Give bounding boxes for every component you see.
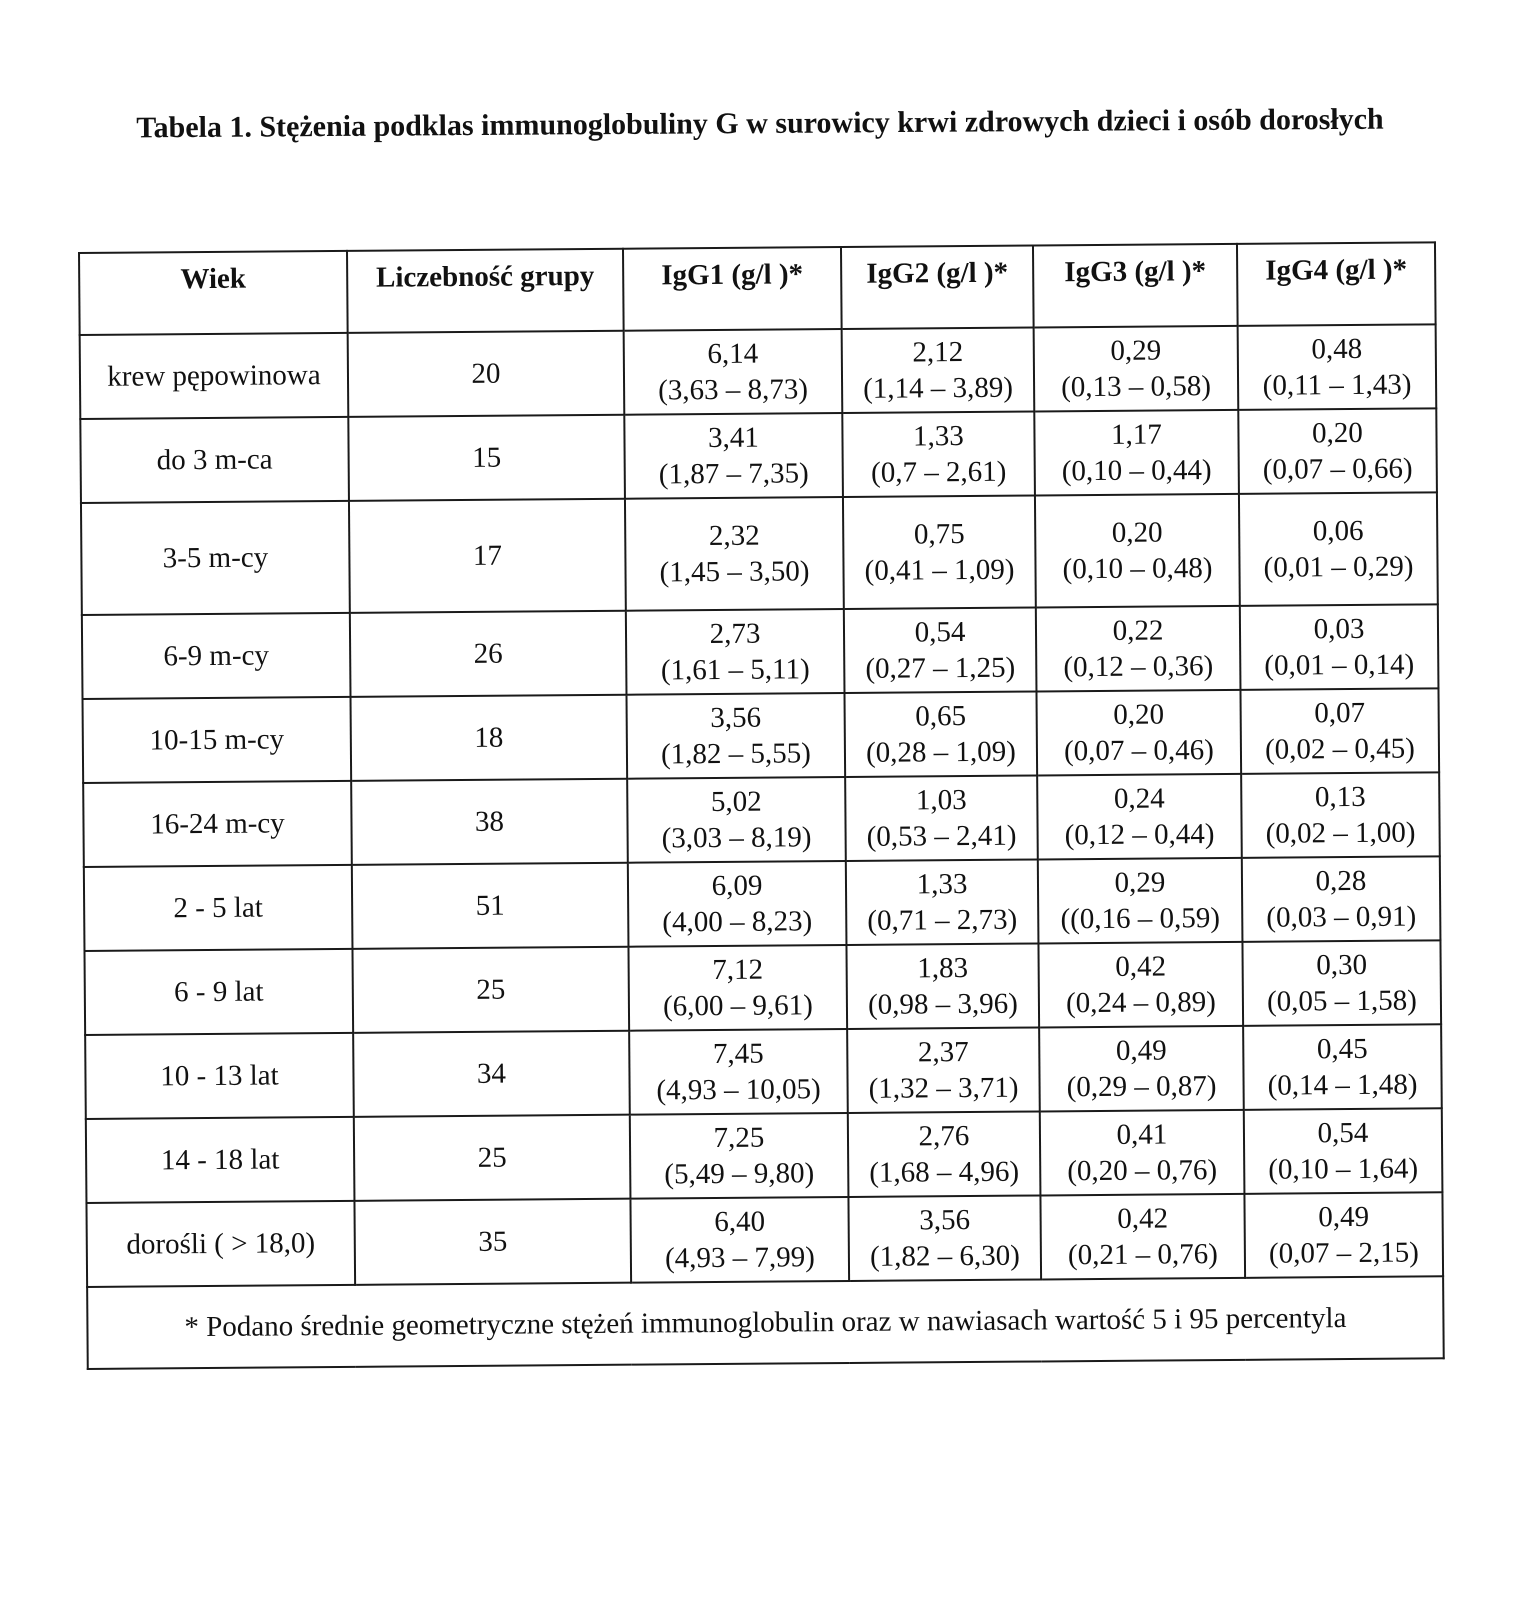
igg1-mean: 6,40	[714, 1205, 766, 1239]
igg1-range: (6,00 – 9,61)	[662, 989, 813, 1023]
igg2-mean: 1,33	[916, 868, 968, 901]
table-row	[83, 772, 1440, 867]
igg3-mean: 0,22	[1112, 614, 1164, 647]
age-cell: krew pępowinowa	[80, 333, 349, 419]
group-size-cell: 26	[350, 611, 627, 697]
igg4-mean: 0,07	[1314, 696, 1366, 730]
igg4-range: (0,14 – 1,48)	[1267, 1068, 1418, 1102]
group-size-cell: 34	[353, 1031, 630, 1117]
igg3-mean: 0,42	[1115, 950, 1167, 983]
igg4-cell	[1241, 772, 1440, 858]
igg3-range: (0,20 – 0,76)	[1067, 1154, 1218, 1188]
igg3-cell	[1040, 1110, 1245, 1196]
igg4-cell	[1240, 688, 1439, 774]
igg1-mean: 2,32	[708, 519, 760, 553]
igg-subclass-table	[78, 241, 1445, 1370]
table-row	[84, 940, 1441, 1035]
igg2-cell	[842, 327, 1035, 413]
igg1-cell	[630, 1113, 849, 1199]
igg2-cell	[848, 1111, 1041, 1197]
igg3-range: (0,24 – 0,89)	[1065, 986, 1216, 1020]
table-row	[80, 324, 1437, 419]
igg2-mean: 1,33	[912, 420, 964, 453]
group-size-cell: 51	[352, 863, 629, 949]
igg1-range: (4,93 – 7,99)	[664, 1241, 815, 1275]
igg2-mean: 2,76	[918, 1120, 970, 1153]
igg3-cell	[1038, 942, 1243, 1028]
igg1-cell	[626, 609, 845, 695]
group-size-cell: 17	[349, 499, 626, 613]
igg4-mean: 0,49	[1318, 1200, 1370, 1234]
igg4-range: (0,05 – 1,58)	[1266, 984, 1417, 1018]
igg4-mean: 0,28	[1315, 864, 1367, 898]
igg4-range: (0,11 – 1,43)	[1262, 368, 1412, 402]
igg4-cell	[1242, 856, 1441, 942]
igg1-range: (4,00 – 8,23)	[662, 905, 813, 939]
igg2-range: (1,82 – 6,30)	[869, 1239, 1020, 1273]
igg1-cell	[630, 1197, 849, 1283]
table-title: Tabela 1. Stężenia podklas immunoglobuliny G w surowicy krwi zdrowych dzieci i osób dorosłych	[136, 102, 1384, 145]
igg4-range: (0,07 – 2,15)	[1268, 1236, 1419, 1270]
igg3-mean: 0,20	[1113, 698, 1165, 731]
igg3-range: (0,10 – 0,44)	[1061, 454, 1212, 488]
table-row	[82, 604, 1439, 699]
table-row	[84, 856, 1441, 951]
igg1-mean: 6,14	[707, 337, 759, 371]
group-size-cell: 25	[352, 947, 629, 1033]
igg3-range: ((0,16 – 0,59)	[1060, 902, 1221, 936]
igg3-cell	[1034, 326, 1239, 412]
igg1-cell	[628, 945, 847, 1031]
igg4-cell	[1238, 408, 1437, 494]
igg1-mean: 6,09	[711, 869, 763, 903]
igg1-cell	[624, 413, 843, 499]
igg2-cell	[848, 1195, 1041, 1281]
group-size-cell: 15	[348, 415, 625, 501]
igg2-mean: 3,56	[919, 1204, 971, 1237]
igg2-mean: 0,54	[914, 616, 966, 649]
igg2-range: (0,7 – 2,61)	[870, 455, 1007, 489]
igg2-range: (0,53 – 2,41)	[866, 819, 1017, 853]
igg4-mean: 0,45	[1316, 1032, 1368, 1066]
igg1-range: (4,93 – 10,05)	[656, 1073, 821, 1107]
igg1-mean: 7,12	[712, 953, 764, 987]
igg3-cell	[1038, 858, 1243, 944]
header-cell-igg2: IgG2 (g/l )*	[841, 245, 1034, 329]
igg2-mean: 1,03	[915, 784, 967, 817]
igg3-mean: 0,24	[1113, 782, 1165, 815]
igg4-mean: 0,48	[1311, 332, 1363, 366]
igg3-mean: 0,41	[1116, 1118, 1168, 1151]
header-row	[79, 242, 1436, 335]
igg3-range: (0,10 – 0,48)	[1062, 552, 1213, 586]
age-cell: 2 - 5 lat	[84, 865, 353, 951]
igg1-mean: 7,25	[713, 1121, 765, 1155]
igg4-range: (0,02 – 1,00)	[1265, 816, 1416, 850]
age-cell: 16-24 m-cy	[83, 781, 352, 867]
igg4-mean: 0,13	[1314, 780, 1366, 814]
table-row	[81, 492, 1438, 615]
igg4-cell	[1240, 604, 1439, 690]
igg1-cell	[624, 329, 843, 415]
group-size-cell: 25	[354, 1115, 631, 1201]
igg2-cell	[847, 1027, 1040, 1113]
igg2-cell	[846, 859, 1039, 945]
igg3-mean: 0,20	[1111, 516, 1163, 549]
header-cell-age: Wiek	[79, 251, 348, 335]
igg2-range: (0,28 – 1,09)	[865, 735, 1016, 769]
igg3-mean: 0,42	[1117, 1202, 1169, 1235]
igg3-cell	[1034, 410, 1239, 496]
igg1-cell	[629, 1029, 848, 1115]
table-row	[86, 1192, 1443, 1287]
group-size-cell: 35	[354, 1199, 631, 1285]
footnote-row	[87, 1276, 1444, 1369]
igg3-mean: 0,49	[1115, 1034, 1167, 1067]
igg3-range: (0,13 – 0,58)	[1061, 370, 1212, 404]
igg4-cell	[1244, 1108, 1443, 1194]
igg3-cell	[1040, 1194, 1245, 1280]
header-cell-igg4: IgG4 (g/l )*	[1237, 242, 1436, 326]
igg4-mean: 0,06	[1312, 514, 1364, 548]
igg4-cell	[1243, 1024, 1442, 1110]
igg4-range: (0,02 – 0,45)	[1264, 732, 1415, 766]
igg4-range: (0,10 – 1,64)	[1268, 1152, 1419, 1186]
igg1-mean: 5,02	[710, 785, 762, 819]
igg2-range: (1,68 – 4,96)	[869, 1155, 1020, 1189]
header-cell-igg3: IgG3 (g/l )*	[1033, 244, 1238, 328]
igg4-mean: 0,20	[1311, 416, 1363, 450]
igg3-range: (0,21 – 0,76)	[1067, 1238, 1218, 1272]
igg1-cell	[626, 693, 845, 779]
igg4-range: (0,01 – 0,29)	[1263, 550, 1414, 584]
igg4-range: (0,03 – 0,91)	[1266, 900, 1417, 934]
igg1-mean: 7,45	[712, 1037, 764, 1071]
igg3-cell	[1035, 494, 1240, 608]
igg2-range: (0,98 – 3,96)	[867, 987, 1018, 1021]
igg3-cell	[1036, 690, 1241, 776]
igg4-mean: 0,30	[1316, 948, 1368, 982]
igg3-range: (0,07 – 0,46)	[1063, 734, 1214, 768]
igg2-cell	[846, 943, 1039, 1029]
igg2-mean: 2,12	[912, 336, 964, 369]
table-container	[78, 241, 1443, 1370]
igg1-range: (5,49 – 9,80)	[664, 1157, 815, 1191]
igg1-mean: 2,73	[709, 617, 761, 651]
igg3-range: (0,12 – 0,36)	[1063, 650, 1214, 684]
igg1-range: (1,87 – 7,35)	[658, 457, 809, 491]
igg4-cell	[1244, 1192, 1443, 1278]
igg2-cell	[844, 607, 1037, 693]
igg3-cell	[1036, 606, 1241, 692]
igg3-mean: 1,17	[1110, 418, 1162, 451]
igg1-range: (1,61 – 5,11)	[660, 653, 810, 687]
group-size-cell: 38	[351, 779, 628, 865]
age-cell: 14 - 18 lat	[86, 1117, 355, 1203]
header-cell-igg1: IgG1 (g/l )*	[623, 247, 842, 331]
igg2-range: (0,71 – 2,73)	[867, 903, 1018, 937]
footnote: * Podano średnie geometryczne stężeń immunoglobulin oraz w nawiasach wartość 5 i 95 percentyla	[87, 1276, 1444, 1369]
igg2-range: (0,41 – 1,09)	[864, 553, 1015, 587]
igg1-mean: 3,41	[707, 421, 759, 455]
age-cell: 6 - 9 lat	[84, 949, 353, 1035]
age-cell: 10-15 m-cy	[83, 697, 352, 783]
igg3-range: (0,12 – 0,44)	[1064, 818, 1215, 852]
igg4-cell	[1242, 940, 1441, 1026]
age-cell: dorośli ( > 18,0)	[86, 1201, 355, 1287]
igg1-mean: 3,56	[710, 701, 762, 735]
table-body	[80, 324, 1443, 1287]
age-cell: 10 - 13 lat	[85, 1033, 354, 1119]
igg4-cell	[1239, 492, 1438, 606]
igg2-range: (0,27 – 1,25)	[865, 651, 1016, 685]
igg1-range: (1,82 – 5,55)	[660, 737, 811, 771]
igg3-range: (0,29 – 0,87)	[1066, 1070, 1217, 1104]
igg1-range: (3,63 – 8,73)	[658, 373, 809, 407]
table-row	[83, 688, 1440, 783]
igg2-mean: 2,37	[917, 1036, 969, 1069]
igg2-mean: 1,83	[917, 952, 969, 985]
age-cell: do 3 m-ca	[80, 417, 349, 503]
igg2-range: (1,14 – 3,89)	[863, 371, 1014, 405]
group-size-cell: 20	[348, 331, 625, 417]
group-size-cell: 18	[351, 695, 628, 781]
igg1-cell	[627, 777, 846, 863]
igg2-range: (1,32 – 3,71)	[868, 1071, 1019, 1105]
igg2-cell	[845, 775, 1038, 861]
igg4-range: (0,01 – 0,14)	[1264, 648, 1415, 682]
igg2-cell	[842, 411, 1035, 497]
igg4-range: (0,07 – 0,66)	[1262, 452, 1413, 486]
age-cell: 6-9 m-cy	[82, 613, 351, 699]
igg3-mean: 0,29	[1114, 866, 1166, 899]
igg2-cell	[843, 495, 1036, 609]
igg4-mean: 0,54	[1317, 1116, 1369, 1150]
igg3-cell	[1037, 774, 1242, 860]
table-row	[85, 1024, 1442, 1119]
igg2-mean: 0,65	[915, 700, 967, 733]
table-row	[86, 1108, 1443, 1203]
igg3-cell	[1039, 1026, 1244, 1112]
igg2-mean: 0,75	[913, 518, 965, 551]
igg1-cell	[625, 497, 844, 611]
igg4-cell	[1238, 324, 1437, 410]
igg1-range: (3,03 – 8,19)	[661, 821, 812, 855]
age-cell: 3-5 m-cy	[81, 501, 350, 615]
igg3-mean: 0,29	[1110, 334, 1162, 367]
igg1-cell	[628, 861, 847, 947]
header-cell-group-size: Liczebność grupy	[347, 249, 624, 333]
igg2-cell	[844, 691, 1037, 777]
table-row	[80, 408, 1437, 503]
igg4-mean: 0,03	[1313, 612, 1365, 646]
igg1-range: (1,45 – 3,50)	[659, 555, 810, 589]
